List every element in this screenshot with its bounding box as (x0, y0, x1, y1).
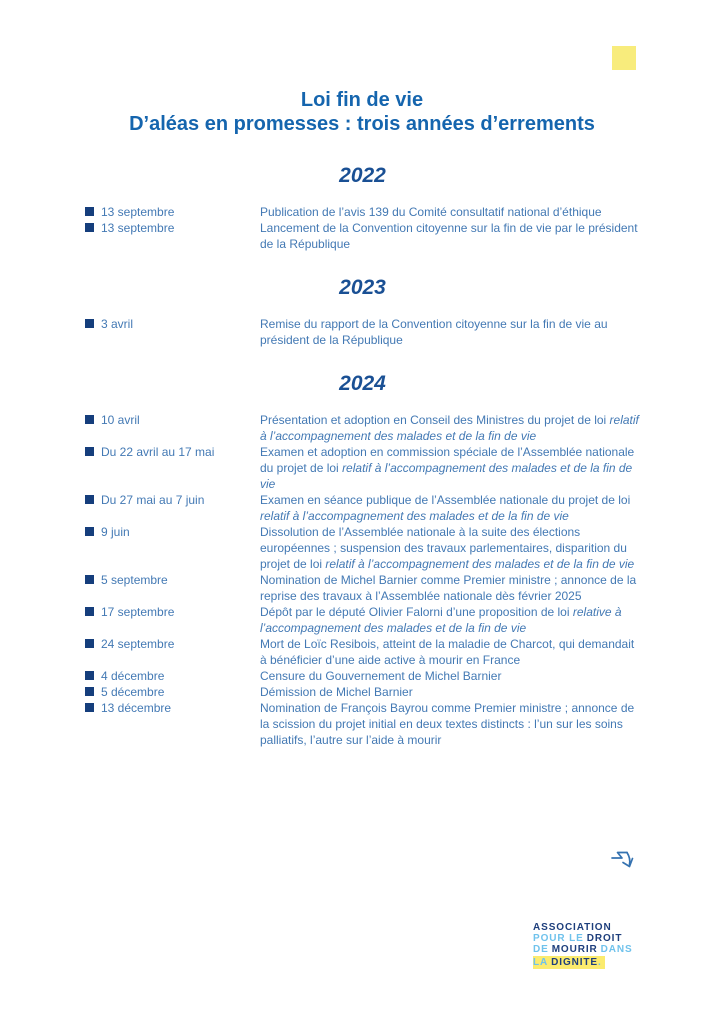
entry-italic: relatif à l’accompagnement des malades et de la fin de vie (325, 557, 635, 571)
page-title-line1: Loi fin de vie (300, 89, 424, 111)
bullet-square-icon (85, 607, 94, 616)
entry-date-cell (85, 316, 260, 332)
logo-line-3: DE MOURIR DANS (533, 944, 633, 955)
entry-date: 24 septembre (101, 637, 175, 651)
entry-date-cell (85, 684, 260, 700)
timeline-entry (85, 700, 640, 748)
entry-date-cell (85, 524, 260, 540)
entry-date: 13 septembre (101, 221, 175, 235)
entry-description (260, 444, 640, 492)
bullet-square-icon (85, 527, 94, 536)
entry-date: Du 27 mai au 7 juin (101, 493, 205, 507)
logo-line-1: ASSOCIATION (533, 922, 612, 933)
page-title (40, 88, 684, 136)
bullet-square-icon (85, 223, 94, 232)
entry-date-cell (85, 636, 260, 652)
timeline-entry (85, 492, 640, 524)
logo-line-2: POUR LE DROIT (533, 933, 623, 944)
bullet-square-icon (85, 447, 94, 456)
timeline-entry (85, 668, 640, 684)
yellow-corner-square (612, 46, 636, 70)
entry-description (260, 604, 640, 636)
timeline-section (85, 372, 640, 748)
entry-description (260, 524, 640, 572)
entry-italic: relative à l’accompagnement des malades et de la fin de vie (260, 605, 622, 635)
entry-text: Lancement de la Convention citoyenne sur la fin de vie par le président de la République (260, 221, 638, 251)
down-right-arrow-icon (607, 847, 643, 879)
entry-italic: relatif à l’accompagnement des malades et de la fin de vie (260, 413, 639, 443)
year-heading: 2024 (339, 372, 386, 395)
bullet-square-icon (85, 703, 94, 712)
bullet-square-icon (85, 415, 94, 424)
entry-description (260, 220, 640, 252)
timeline-entry (85, 684, 640, 700)
entry-date-cell (85, 572, 260, 588)
entry-date: Du 22 avril au 17 mai (101, 445, 215, 459)
year-heading: 2022 (339, 164, 386, 187)
timeline-entry (85, 444, 640, 492)
bullet-square-icon (85, 671, 94, 680)
admd-logo (533, 922, 643, 969)
entry-date: 5 septembre (101, 573, 168, 587)
entry-text: Censure du Gouvernement de Michel Barnier (260, 669, 502, 683)
bullet-square-icon (85, 495, 94, 504)
page-title-line2: D’aléas en promesses : trois années d’errements (129, 113, 595, 135)
entry-description (260, 684, 640, 700)
bullet-square-icon (85, 319, 94, 328)
timeline-section (85, 164, 640, 252)
timeline-entry (85, 412, 640, 444)
entry-description (260, 572, 640, 604)
entry-description (260, 668, 640, 684)
entry-text: Nomination de Michel Barnier comme Premier ministre ; annonce de la reprise des travaux à l’Assemblée nationale dès février 2025 (260, 573, 637, 603)
entry-date-cell (85, 668, 260, 684)
entry-italic: relatif à l’accompagnement des malades et de la fin de vie (260, 509, 569, 523)
entry-description (260, 492, 640, 524)
timeline-entry (85, 636, 640, 668)
entry-text: Dissolution de l’Assemblée nationale à la suite des élections européennes ; suspension des travaux parlementaires, disparition du projet de loi (260, 525, 627, 571)
bullet-square-icon (85, 639, 94, 648)
entries (85, 204, 640, 252)
entry-date: 5 décembre (101, 685, 165, 699)
entry-text: Examen et adoption en commission spéciale de l’Assemblée nationale du projet de loi (260, 445, 635, 475)
timeline-entry (85, 604, 640, 636)
entry-date: 13 décembre (101, 701, 172, 715)
entry-italic: relatif à l’accompagnement des malades et de la fin de vie (260, 461, 633, 491)
timeline-entry (85, 204, 640, 220)
timeline (85, 164, 640, 748)
entry-date: 13 septembre (101, 205, 175, 219)
timeline-entry (85, 220, 640, 252)
entry-text: Examen en séance publique de l’Assemblée nationale du projet de loi (260, 493, 631, 507)
entry-date-cell (85, 604, 260, 620)
timeline-entry (85, 316, 640, 348)
entry-description (260, 204, 640, 220)
entry-description (260, 700, 640, 748)
entry-date-cell (85, 700, 260, 716)
entry-description (260, 412, 640, 444)
entry-date: 10 avril (101, 413, 140, 427)
entry-text: Publication de l’avis 139 du Comité consultatif national d’éthique (260, 205, 602, 219)
entry-date-cell (85, 412, 260, 428)
entries (85, 412, 640, 748)
entry-date-cell (85, 444, 260, 460)
timeline-section (85, 276, 640, 348)
entry-date: 4 décembre (101, 669, 165, 683)
entry-text: Dépôt par le député Olivier Falorni d’une proposition de loi (260, 605, 573, 619)
year-heading: 2023 (339, 276, 386, 299)
entry-date-cell (85, 220, 260, 236)
entries (85, 316, 640, 348)
entry-date-cell (85, 204, 260, 220)
entry-description (260, 316, 640, 348)
logo-line-4: LA DIGNITE. (533, 955, 643, 969)
entry-text: Remise du rapport de la Convention citoyenne sur la fin de vie au président de la République (260, 317, 608, 347)
entry-text: Présentation et adoption en Conseil des Ministres du projet de loi (260, 413, 610, 427)
timeline-entry (85, 572, 640, 604)
entry-description (260, 636, 640, 668)
bullet-square-icon (85, 687, 94, 696)
entry-date-cell (85, 492, 260, 508)
entry-date: 3 avril (101, 317, 134, 331)
entry-text: Mort de Loïc Resibois, atteint de la maladie de Charcot, qui demandait à bénéficier d’une aide active à mourir en France (260, 637, 635, 667)
bullet-square-icon (85, 207, 94, 216)
bullet-square-icon (85, 575, 94, 584)
entry-date: 17 septembre (101, 605, 175, 619)
timeline-entry (85, 524, 640, 572)
entry-text: Nomination de François Bayrou comme Premier ministre ; annonce de la scission du projet initial en deux textes distincts : l’un sur les soins palliatifs, l’autre sur l’aide à mourir (260, 701, 635, 747)
entry-date: 9 juin (101, 525, 130, 539)
entry-text: Démission de Michel Barnier (260, 685, 413, 699)
